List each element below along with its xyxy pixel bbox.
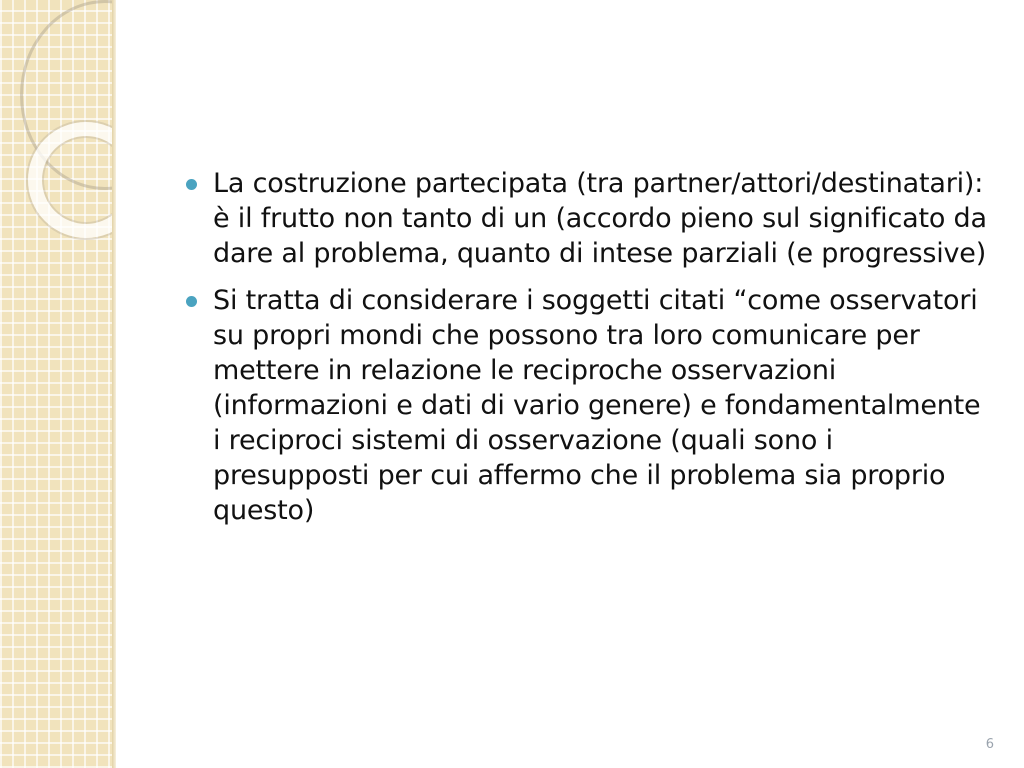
decorative-sidebar <box>0 0 112 768</box>
bullet-text: La costruzione partecipata (tra partner/attori/destinatari): è il frutto non tanto di un (accordo pieno sul significato da dare al problema, quanto di intese parziali (e progressive) <box>213 168 987 269</box>
bullet-dot-icon <box>186 179 197 190</box>
bullet-text: Si tratta di considerare i soggetti citati “come osservatori su propri mondi che possono tra loro comunicare per mettere in relazione le reciproche osservazioni (informazioni e dati di vario genere) e fondamentalmente i reciproci sistemi di osservazione (quali sono i presupposti per cui affermo che il problema sia proprio questo) <box>213 285 981 526</box>
bullet-dot-icon <box>186 296 197 307</box>
page-number: 6 <box>985 737 994 752</box>
sidebar-edge <box>112 0 116 768</box>
bullet-item <box>186 166 996 271</box>
bullet-list <box>186 166 996 540</box>
bullet-item <box>186 283 996 528</box>
